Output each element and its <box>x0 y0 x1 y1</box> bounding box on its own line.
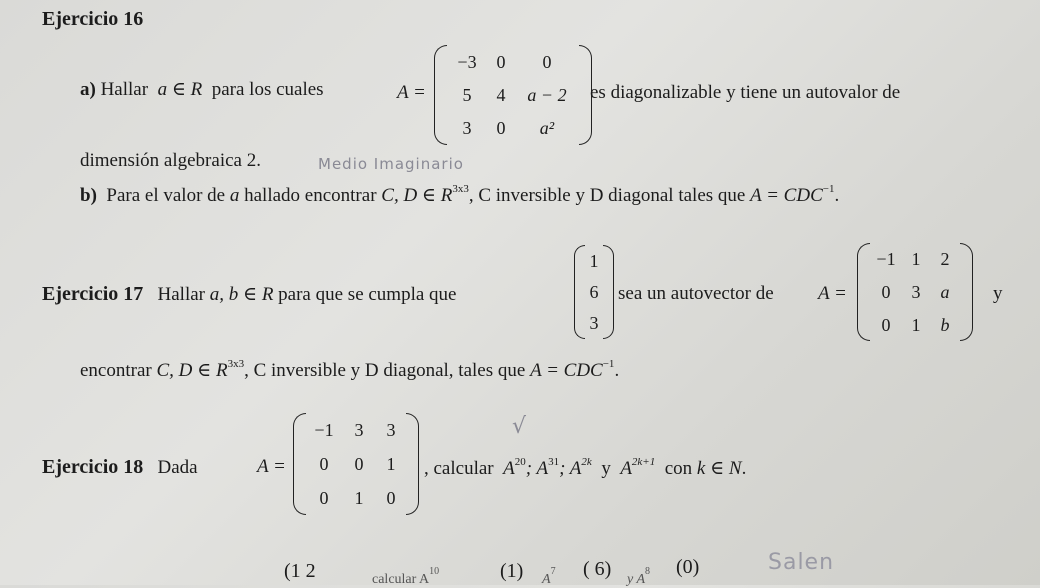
matrix-cell: 1 <box>911 249 921 270</box>
ex18-line1-rest <box>424 456 746 480</box>
ex17-eq-sup: −1 <box>602 358 615 370</box>
ex18-p3-sup: 2k <box>581 456 592 468</box>
ex16b-text2: hallado encontrar <box>244 185 377 206</box>
matrix-cell: 3 <box>386 420 396 440</box>
bottom-mid-sup: 10 <box>429 566 440 577</box>
vector-cell: 1 <box>589 250 599 271</box>
bottom-paren-open: ( <box>284 560 291 582</box>
matrix-cell: 3 <box>911 281 921 302</box>
bottom-v1: (1) <box>500 560 524 582</box>
ex17-text5: encontrar <box>80 360 152 381</box>
ex18-p2-sup: 31 <box>548 456 560 468</box>
matrix-cell: −1 <box>876 249 896 270</box>
matrix-cell: 4 <box>496 84 506 105</box>
ex16b-set-sup: 3x3 <box>452 183 469 195</box>
bottom-mid-text: calcular A <box>372 572 430 587</box>
ex18-check-mark: √ <box>512 414 528 439</box>
ex16b-var: a <box>229 185 240 206</box>
bottom-v2: ( 6) <box>583 558 612 580</box>
ex16a-handwritten-note: Medio Imaginario <box>318 155 464 173</box>
ex17-vector <box>574 245 614 339</box>
ex18-p4-sup: 2k+1 <box>631 456 656 468</box>
ex17-text6: , C inversible y D diagonal, tales que <box>244 360 526 381</box>
matrix-cell: 0 <box>319 488 329 508</box>
ex17-vars: a, b ∈ R <box>209 284 274 305</box>
ex17-matrix-name: A = <box>818 283 847 304</box>
ex18-p3: ; A <box>559 458 582 479</box>
ex17-text3: sea un autovector de <box>618 283 774 304</box>
bottom-handwritten-note: Salen <box>768 550 835 575</box>
ex16a-text1: Hallar <box>100 79 149 100</box>
matrix-cell: 0 <box>386 488 396 508</box>
ex18-title: Ejercicio 18 <box>42 456 144 478</box>
matrix-cell: 3 <box>354 420 364 440</box>
matrix-cell: 1 <box>386 454 396 474</box>
ex16b-eq: A = CDC <box>750 185 823 206</box>
matrix-cell: 0 <box>319 454 329 474</box>
ex18-p1: A <box>503 458 515 479</box>
ex18-text2: , calcular <box>424 458 494 479</box>
ex18-p1-sup: 20 <box>514 456 526 468</box>
vector-cell: 3 <box>589 313 599 334</box>
bottom-left: 1 2 <box>290 560 316 582</box>
ex16a-var: a ∈ R <box>157 79 203 100</box>
ex16b-label: b) <box>80 185 97 206</box>
matrix-cell: a <box>940 281 950 302</box>
ex18-p4: A <box>620 458 632 479</box>
matrix-cell: 0 <box>496 51 506 72</box>
matrix-cell: −3 <box>457 51 477 72</box>
ex18-end: . <box>741 458 747 479</box>
matrix-cell: 5 <box>462 84 472 105</box>
ex17-set: C, D ∈ R <box>156 360 228 381</box>
ex17-line2 <box>80 358 619 382</box>
bottom-a7-text: A <box>542 572 551 587</box>
ex18-line1 <box>42 456 198 479</box>
matrix-cell: 0 <box>542 51 552 72</box>
bottom-a7-sup: 7 <box>550 566 556 577</box>
bottom-a8-sup: 8 <box>645 566 651 577</box>
ex16a-text3: es diagonalizable y tiene un autovalor de <box>590 82 901 103</box>
ex16b-set: C, D ∈ R <box>381 185 453 206</box>
ex16b-eq-sup: −1 <box>822 183 835 195</box>
matrix-cell: 0 <box>881 314 891 335</box>
ex16b-line <box>80 183 839 207</box>
ex18-matrix-name: A = <box>257 456 286 477</box>
ex16a-text2: para los cuales <box>211 79 324 100</box>
matrix-cell: 2 <box>940 249 950 270</box>
matrix-cell: 3 <box>462 118 472 139</box>
vector-cell: 6 <box>589 281 599 302</box>
ex17-set-sup: 3x3 <box>227 358 245 370</box>
bottom-v2-value: 6 <box>594 558 605 580</box>
matrix-cell: 1 <box>354 488 364 508</box>
matrix-cell: 0 <box>496 118 506 139</box>
bottom-a8-text: y A <box>627 572 646 587</box>
ex18-text3: y <box>601 458 611 479</box>
matrix-cell: a − 2 <box>527 84 567 105</box>
ex17-text4: y <box>993 283 1003 304</box>
ex16a-matrix <box>434 45 592 145</box>
ex16b-text1: Para el valor de <box>106 185 226 206</box>
ex17-text2: para que se cumpla que <box>278 284 457 305</box>
bottom-cut-line <box>284 560 316 583</box>
ex16a-label: a) <box>80 79 96 100</box>
ex18-text4: con <box>664 458 693 479</box>
ex18-text1: Dada <box>157 457 198 478</box>
ex16a-text4: dimensión algebraica 2. <box>80 150 261 171</box>
ex18-cond: k ∈ N <box>696 458 742 479</box>
matrix-cell: a² <box>539 118 555 139</box>
ex17-end: . <box>614 360 620 381</box>
ex17-matrix <box>857 243 973 341</box>
ex18-matrix <box>293 413 419 515</box>
ex17-line1 <box>42 283 456 306</box>
ex16b-text3: , C inversible y D diagonal tales que <box>468 185 746 206</box>
ex16a-line1 <box>80 78 324 101</box>
ex17-title: Ejercicio 17 <box>42 283 144 305</box>
matrix-cell: 1 <box>911 314 921 335</box>
ex16a-matrix-name: A = <box>397 82 426 103</box>
bottom-v1-value: 1 <box>506 560 517 582</box>
ex16b-end: . <box>834 185 840 206</box>
matrix-cell: 0 <box>881 281 891 302</box>
ex17-text1: Hallar <box>157 284 205 305</box>
bottom-v3-value: 0 <box>682 556 693 578</box>
matrix-cell: −1 <box>314 420 334 440</box>
bottom-v3: (0) <box>676 556 700 578</box>
ex18-p2: ; A <box>525 458 549 479</box>
ex17-eq: A = CDC <box>530 360 603 381</box>
matrix-cell: b <box>940 314 950 335</box>
ex16-title: Ejercicio 16 <box>42 8 144 30</box>
matrix-cell: 0 <box>354 454 364 474</box>
